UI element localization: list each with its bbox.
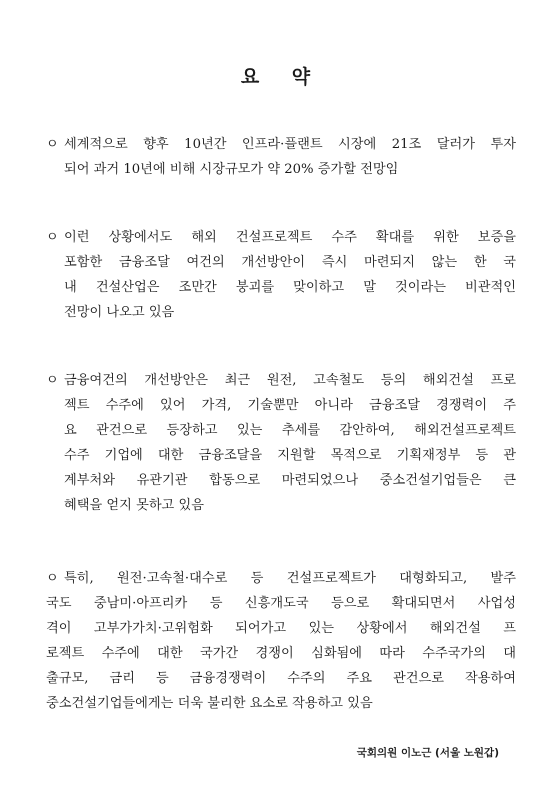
paragraph-line: 전망이 나오고 있음 [64, 305, 175, 320]
paragraph-line: 금융여건의 개선방안은 최근 원전, 고속철도 등의 해외건설 프로 [64, 373, 516, 388]
paragraph-line: 혜택을 얻지 못하고 있음 [64, 498, 204, 513]
summary-paragraph-1 [46, 132, 516, 182]
paragraph-line: 이런 상황에서도 해외 건설프로젝트 수주 확대를 위한 보증을 [64, 230, 516, 245]
paragraph-line: 내 건설산업은 조만간 붕괴를 맞이하고 말 것이라는 비관적인 [64, 280, 516, 295]
bullet-icon: ㅇ [46, 230, 59, 245]
paragraph-line: 되어 과거 10년에 비해 시장규모가 약 20% 증가할 전망임 [64, 162, 399, 177]
summary-paragraph-2 [46, 225, 516, 325]
paragraph-line: 로젝트 수주에 대한 국가간 경쟁이 심화됨에 따라 수주국가의 대 [46, 646, 516, 661]
paragraph-line: 젝트 수주에 있어 가격, 기술뿐만 아니라 금융조달 경쟁력이 주 [64, 398, 516, 413]
summary-paragraph-3 [46, 368, 516, 518]
paragraph-line: 계부처와 유관기관 합동으로 마련되었으나 중소건설기업들은 큰 [64, 473, 516, 488]
paragraph-line: 격이 고부가가치·고위험화 되어가고 있는 상황에서 해외건설 프 [46, 621, 516, 636]
bullet-icon: ㅇ [46, 137, 59, 152]
document-title: 요 약 [240, 66, 313, 88]
paragraph-line: 국도 중남미·아프리카 등 신흥개도국 등으로 확대되면서 사업성 [46, 596, 516, 611]
paragraph-line: 중소건설기업들에게는 더욱 불리한 요소로 작용하고 있음 [46, 696, 373, 711]
summary-paragraph-4 [46, 566, 516, 716]
bullet-icon: ㅇ [46, 373, 59, 388]
paragraph-line: 요 관건으로 등장하고 있는 추세를 감안하여, 해외건설프로젝트 [64, 423, 516, 438]
author-signature: 국회의원 이노근 (서울 노원갑) [356, 747, 499, 759]
paragraph-line: 특히, 원전·고속철·대수로 등 건설프로젝트가 대형화되고, 발주 [64, 571, 516, 586]
bullet-icon: ㅇ [46, 571, 59, 586]
paragraph-line: 수주 기업에 대한 금융조달을 지원할 목적으로 기획재정부 등 관 [64, 448, 516, 463]
paragraph-line: 출규모, 금리 등 금융경쟁력이 수주의 주요 관건으로 작용하여 [46, 671, 516, 686]
paragraph-line: 세계적으로 향후 10년간 인프라·플랜트 시장에 21조 달러가 투자 [64, 137, 516, 152]
paragraph-line: 포함한 금융조달 여건의 개선방안이 즉시 마련되지 않는 한 국 [64, 255, 516, 270]
